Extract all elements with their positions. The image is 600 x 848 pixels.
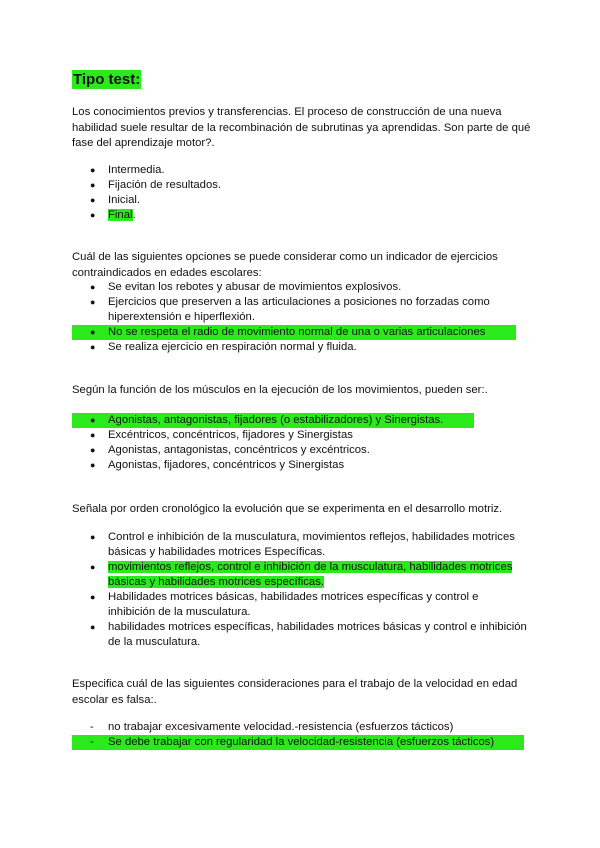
question-3-options <box>72 413 528 473</box>
option-item-correct <box>72 413 474 428</box>
option-item: ● Agonistas, antagonistas, concéntricos y excéntricos. <box>90 444 370 456</box>
option-item: ● Se evitan los rebotes y abusar de movimientos explosivos. <box>90 281 402 293</box>
question-1-text: Los conocimientos previos y transferencias. El proceso de construcción de una nueva habilidad suele resultar de la recombinación de subrutinas ya aprendidas. Son parte de qué fase del aprendizaje motor?. <box>72 106 531 149</box>
bullet-icon: ● <box>90 415 96 425</box>
question-5-text: Especifica cuál de las siguientes consideraciones para el trabajo de la velocidad en edad escolar es falsa:. <box>72 678 518 706</box>
option-item-correct <box>72 560 528 590</box>
question-4-options <box>72 530 528 650</box>
highlighted-answer: No se respeta el radio de movimiento normal de una o varias articulaciones <box>108 326 486 338</box>
bullet-icon: ● <box>90 532 96 542</box>
option-item: ● Excéntricos, concéntricos, fijadores y Sinergistas <box>90 429 353 441</box>
option-item: ● Ejercicios que preserven a las articulaciones a posiciones no forzadas como hiperextensión e hiperflexión. <box>90 296 490 323</box>
bullet-icon: ● <box>90 445 96 455</box>
dash-icon: - <box>90 721 94 733</box>
question-5-options <box>72 720 528 750</box>
option-item-correct: ● Final. <box>90 209 136 221</box>
question-4-text: Señala por orden cronológico la evolución que se experimenta en el desarrollo motriz. <box>72 503 503 515</box>
option-item: ● Control e inhibición de la musculatura, movimientos reflejos, habilidades motrices básicas y habilidades motrices Específicas. <box>90 531 515 558</box>
page-title: Tipo test: <box>73 71 141 88</box>
question-2-text: Cuál de las siguientes opciones se puede considerar como un indicador de ejercicios contraindicados en edades escolares: <box>72 251 498 279</box>
highlighted-answer: Final <box>108 209 133 221</box>
highlighted-answer: Se debe trabajar con regularidad la velocidad-resistencia (esfuerzos tácticos) <box>108 736 495 748</box>
option-item: ● Agonistas, fijadores, concéntricos y Sinergistas <box>90 459 345 471</box>
option-item: ● Intermedia. <box>90 164 165 176</box>
bullet-icon: ● <box>90 210 96 220</box>
bullet-icon: ● <box>90 195 96 205</box>
bullet-icon: ● <box>90 165 96 175</box>
bullet-icon: ● <box>90 622 96 632</box>
bullet-icon: ● <box>90 297 96 307</box>
bullet-icon: ● <box>90 562 96 572</box>
dash-icon: - <box>90 736 94 748</box>
option-item-correct <box>72 325 516 340</box>
option-item: ● Se realiza ejercicio en respiración normal y fluida. <box>90 341 357 353</box>
option-item: - no trabajar excesivamente velocidad.-resistencia (esfuerzos tácticos) <box>90 721 454 733</box>
question-3-text: Según la función de los músculos en la ejecución de los movimientos, pueden ser:. <box>72 384 488 396</box>
bullet-icon: ● <box>90 180 96 190</box>
option-item: ● Fijación de resultados. <box>90 179 222 191</box>
highlighted-answer: movimientos reflejos, control e inhibición de la musculatura, habilidades motrices básicas y habilidades motrices específicas. <box>108 561 513 588</box>
bullet-icon: ● <box>90 327 96 337</box>
question-2-options <box>72 280 528 355</box>
bullet-icon: ● <box>90 592 96 602</box>
bullet-icon: ● <box>90 430 96 440</box>
option-item: ● habilidades motrices específicas, habilidades motrices básicas y control e inhibición de la musculatura. <box>90 621 527 648</box>
option-item: ● Inicial. <box>90 194 141 206</box>
bullet-icon: ● <box>90 460 96 470</box>
question-1-options <box>72 163 528 223</box>
highlighted-answer: Agonistas, antagonistas, fijadores (o estabilizadores) y Sinergistas. <box>108 414 444 426</box>
bullet-icon: ● <box>90 342 96 352</box>
option-item: ● Habilidades motrices básicas, habilidades motrices específicas y control e inhibición de la musculatura. <box>90 591 479 618</box>
option-item-correct <box>72 735 524 750</box>
bullet-icon: ● <box>90 282 96 292</box>
